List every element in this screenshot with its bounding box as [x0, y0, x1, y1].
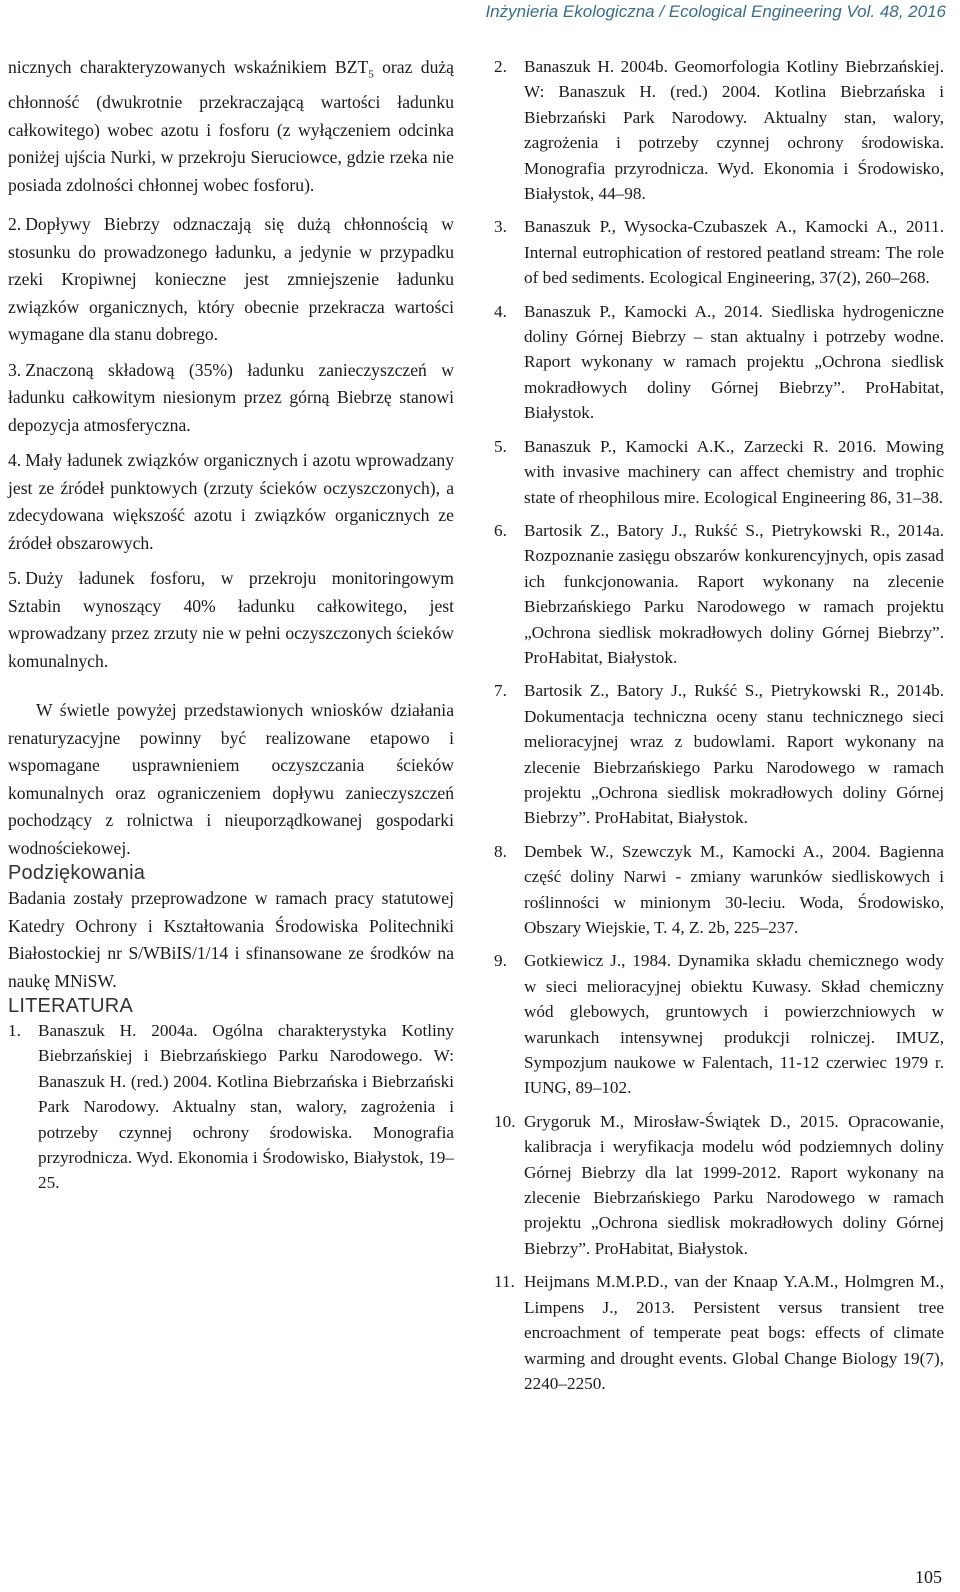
item-text: Duży ładunek fosforu, w przekroju monitoringowym Sztabin wynoszący 40% ładunku całkowitego, jest wprowadzany przez zrzuty nie w pełni oczyszczonych ścieków komunalnych. [8, 568, 454, 671]
reference-item [494, 839, 944, 941]
reference-number: 4. [494, 301, 507, 321]
right-column [494, 54, 944, 1404]
reference-text: Dembek W., Szewczyk M., Kamocki A., 2004. Bagienna część doliny Narwi - zmiany warunków siedliskowych i roślinności w minionym 30-leciu. Woda, Środowisko, Obszary Wiejskie, T. 4, Z. 2b, 225–237. [524, 841, 944, 937]
reference-text: Bartosik Z., Batory J., Rukść S., Pietrykowski R., 2014a. Rozpoznanie zasięgu obszarów konkurencyjnych, opis zasad ich funkcjonowania. Raport wykonany na zlecenie Biebrzańskiego Parku Narodowego w ramach projektu „Ochrona siedlisk mokradłowych doliny Górnej Biebrzy”. ProHabitat, Białystok. [524, 520, 944, 667]
reference-item [494, 1109, 944, 1261]
bzt-subscript: 5 [368, 68, 374, 81]
reference-item [494, 54, 944, 206]
intro-text: nicznych charakteryzowanych wskaźnikiem BZT [8, 57, 369, 77]
reference-item [8, 1018, 454, 1196]
reference-text: Bartosik Z., Batory J., Rukść S., Pietrykowski R., 2014b. Dokumentacja techniczna oceny stanu technicznego sieci melioracyjnej wraz z budowlami. Raport wykonany na zlecenie Biebrzańskiego Parku Narodowego w ramach projektu „Ochrona siedlisk mokradłowych doliny Górnej Biebrzy”. ProHabitat, Białystok. [524, 681, 944, 828]
intro-paragraph [8, 54, 454, 199]
left-column [8, 54, 454, 1204]
reference-item [494, 948, 944, 1100]
running-head: Inżynieria Ekologiczna / Ecological Engineering Vol. 48, 2016 [485, 2, 946, 21]
intro-text-cont: oraz dużą chłonność (dwukrotnie przekraczającą wartości ładunku całkowitego) wobec azotu i fosforu (z wyłączeniem odcinka poniżej ujścia Nurki, w przekroju Sieruciowce, gdzie rzeka nie posiada zdolności chłonnej wobec fosforu). [8, 57, 454, 195]
reference-number: 2. [494, 57, 507, 76]
reference-item [494, 1269, 944, 1396]
item-number: 4. [8, 450, 22, 471]
conclusion-item [8, 565, 454, 675]
conclusion-list [8, 211, 454, 675]
item-text: Dopływy Biebrzy odznaczają się dużą chłonnością w stosunku do prowadzonego ładunku, a jedynie w przypadku rzeki Kropiwnej konieczne jest zmniejszenie ładunku związków organicznych, który obecnie przekracza wartości wymagane dla stanu dobrego. [8, 214, 454, 345]
reference-text: Banaszuk P., Kamocki A.K., Zarzecki R. 2016. Mowing with invasive machinery can affect chemistry and trophic state of rheophilous mire. Ecological Engineering 86, 31–38. [524, 436, 944, 507]
conclusion-item [8, 211, 454, 349]
conclusion-item [8, 447, 454, 557]
reference-text: Gotkiewicz J., 1984. Dynamika składu chemicznego wody w sieci melioracyjnej obiektu Kuwasy. Skład chemiczny wód glebowych, gruntowych i powierzchniowych w warunkach intensywnej produkcji rolniczej. IMUZ, Sympozjum naukowe w Falentach, 11-12 czerwiec 1979 r. IUNG, 89–102. [524, 951, 944, 1098]
reference-text: Heijmans M.M.P.D., van der Knaap Y.A.M., Holmgren M., Limpens J., 2013. Persistent versus transient tree encroachment of temperate peat bogs: effects of climate warming and drought events. Global Change Biology 19(7), 2240–2250. [524, 1272, 944, 1393]
reference-text: Banaszuk H. 2004a. Ogólna charakterystyka Kotliny Biebrzańskiej i Biebrzańskiego Parku Narodowego. W: Banaszuk H. (red.) 2004. Kotlina Biebrzańska i Biebrzański Park Narodowy. Aktualny stan, walory, zagrożenia i potrzeby czynnej ochrony środowiska. Monografia przyrodnicza. Wyd. Ekonomia i Środowisko, Białystok, 19–25. [38, 1021, 454, 1193]
reference-item [494, 214, 944, 290]
reference-text: Grygoruk M., Mirosław-Świątek D., 2015. Opracowanie, kalibracja i weryfikacja modelu wód podziemnych doliny Górnej Biebrzy dla lat 1999-2012. Raport wykonany na zlecenie Biebrzańskiego Parku Narodowego w ramach projektu „Ochrona siedlisk mokradłowych doliny Górnej Biebrzy”. ProHabitat, Białystok. [524, 1111, 944, 1258]
page-number: 105 [915, 1567, 942, 1587]
item-number: 2. [8, 214, 22, 235]
reference-item [494, 299, 944, 426]
item-text: Mały ładunek związków organicznych i azotu wprowadzany jest ze źródeł punktowych (zrzuty ścieków oczyszczonych), a zdecydowana większość azotu i związków organicznych ze źródeł obszarowych. [8, 450, 454, 553]
item-number: 5. [8, 568, 22, 589]
reference-number: 11. [494, 1272, 515, 1292]
reference-number: 1. [8, 1021, 21, 1041]
reference-number: 6. [494, 520, 507, 540]
literature-heading: LITERATURA [8, 995, 133, 1018]
reference-text: Banaszuk P., Wysocka-Czubaszek A., Kamocki A., 2011. Internal eutrophication of restored peatland stream: The role of bed sediments. Ecological Engineering, 37(2), 260–268. [524, 217, 944, 288]
reference-item [494, 518, 944, 670]
conclusion-item [8, 357, 454, 440]
reference-item [494, 678, 944, 830]
reference-number: 7. [494, 681, 507, 701]
reference-item [494, 434, 944, 510]
conclusion-paragraph: W świetle powyżej przedstawionych wniosków działania renaturyzacyjne powinny być realizowane etapowo i wspomagane usprawnieniem oczyszczania ścieków komunalnych oraz ograniczeniem dopływu zanieczyszczeń pochodzący z rolnictwa i nieuporządkowanej gospodarki wodnościekowej. [8, 700, 454, 858]
reference-number: 10. [494, 1111, 516, 1131]
reference-number: 9. [494, 951, 507, 971]
acknowledgements-heading: Podziękowania [8, 862, 146, 885]
item-text: Znaczoną składową (35%) ładunku zanieczyszczeń w ładunku całkowitym niesionym przez górną Biebrzę stanowi depozycja atmosferyczna. [8, 359, 454, 435]
reference-number: 3. [494, 217, 507, 237]
item-number: 3. [8, 359, 22, 380]
reference-text: Banaszuk H. 2004b. Geomorfologia Kotliny Biebrzańskiej. W: Banaszuk H. (red.) 2004. Kotlina Biebrzańska i Biebrzański Park Narodowy. Aktualny stan, walory, zagrożenia i potrzeby czynnej ochrony środowiska. Monografia przyrodnicza. Wyd. Ekonomia i Środowisko, Białystok, 44–98. [524, 57, 944, 204]
reference-text: Banaszuk P., Kamocki A., 2014. Siedliska hydrogeniczne doliny Górnej Biebrzy – stan aktualny i potrzeby wodne. Raport wykonany w ramach projektu „Ochrona siedlisk mokradłowych doliny Górnej Biebrzy”. ProHabitat, Białystok. [524, 301, 944, 423]
reference-number: 5. [494, 436, 507, 456]
reference-number: 8. [494, 841, 507, 861]
acknowledgements-text: Badania zostały przeprowadzone w ramach pracy statutowej Katedry Ochrony i Kształtowania Środowiska Politechniki Białostockiej nr S/WBiIS/1/14 i sfinansowane ze środków na naukę MNiSW. [8, 888, 454, 991]
